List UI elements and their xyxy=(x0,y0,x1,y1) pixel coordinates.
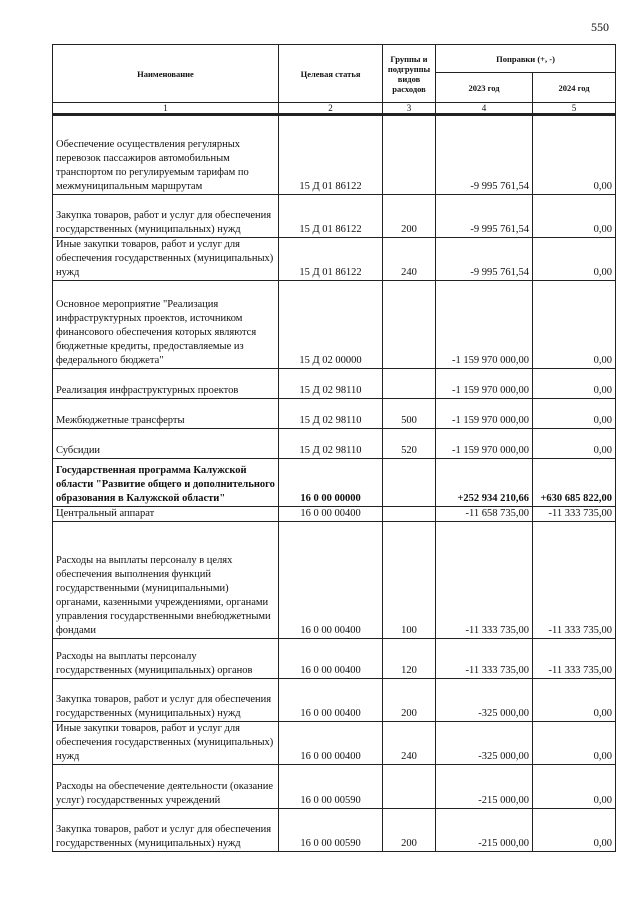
row-target-code: 16 0 00 00400 xyxy=(279,722,383,765)
row-amount-2024: -11 333 735,00 xyxy=(533,522,616,639)
table-row xyxy=(53,281,616,369)
column-number: 1 xyxy=(53,103,279,115)
row-expense-group: 200 xyxy=(383,195,436,238)
row-amount-2024: 0,00 xyxy=(533,765,616,809)
row-expense-group: 500 xyxy=(383,399,436,429)
row-amount-2024: 0,00 xyxy=(533,369,616,399)
row-amount-2024: 0,00 xyxy=(533,809,616,852)
page-number: 550 xyxy=(591,20,609,34)
row-target-code: 15 Д 01 86122 xyxy=(279,238,383,281)
row-target-code: 16 0 00 00400 xyxy=(279,639,383,679)
row-name: Реализация инфраструктурных проектов xyxy=(53,369,279,399)
row-amount-2023: -1 159 970 000,00 xyxy=(436,399,533,429)
row-expense-group: 100 xyxy=(383,522,436,639)
table-row xyxy=(53,369,616,399)
row-target-code: 15 Д 02 98110 xyxy=(279,369,383,399)
column-number: 5 xyxy=(533,103,616,115)
row-amount-2023: -11 333 735,00 xyxy=(436,639,533,679)
row-name: Закупка товаров, работ и услуг для обеспечения государственных (муниципальных) нужд xyxy=(53,195,279,238)
table-row xyxy=(53,507,616,522)
row-name: Межбюджетные трансферты xyxy=(53,399,279,429)
row-expense-group xyxy=(383,369,436,399)
table-body xyxy=(53,115,616,852)
table-row xyxy=(53,522,616,639)
row-expense-group xyxy=(383,459,436,507)
row-expense-group: 120 xyxy=(383,639,436,679)
table-row xyxy=(53,639,616,679)
row-amount-2024: 0,00 xyxy=(533,281,616,369)
row-expense-group: 240 xyxy=(383,238,436,281)
row-expense-group xyxy=(383,765,436,809)
budget-amendments-table xyxy=(52,44,616,852)
row-target-code: 15 Д 02 98110 xyxy=(279,399,383,429)
row-amount-2023: -1 159 970 000,00 xyxy=(436,369,533,399)
row-name: Расходы на выплаты персоналу в целях обеспечения выполнения функций государственными (муниципальными) органами, казенными учреждениями, органами управления государственными внебюджетными фондами xyxy=(53,522,279,639)
row-target-code: 15 Д 01 86122 xyxy=(279,115,383,195)
row-name: Расходы на обеспечение деятельности (оказание услуг) государственных учреждений xyxy=(53,765,279,809)
table-row xyxy=(53,722,616,765)
header-name: Наименование xyxy=(53,45,279,103)
header-year-2024: 2024 год xyxy=(533,73,616,103)
row-expense-group: 200 xyxy=(383,809,436,852)
row-amount-2023: +252 934 210,66 xyxy=(436,459,533,507)
row-expense-group xyxy=(383,281,436,369)
row-amount-2023: -215 000,00 xyxy=(436,765,533,809)
table-row xyxy=(53,459,616,507)
column-number: 2 xyxy=(279,103,383,115)
row-expense-group: 520 xyxy=(383,429,436,459)
row-amount-2023: -325 000,00 xyxy=(436,722,533,765)
row-name: Основное мероприятие "Реализация инфраструктурных проектов, источником финансового обеспечения которых являются бюджетные кредиты, предоставляемые из федерального бюджета" xyxy=(53,281,279,369)
row-amount-2024: 0,00 xyxy=(533,238,616,281)
row-target-code: 16 0 00 00400 xyxy=(279,522,383,639)
column-number: 4 xyxy=(436,103,533,115)
row-expense-group xyxy=(383,115,436,195)
row-amount-2024: 0,00 xyxy=(533,679,616,722)
row-amount-2024: 0,00 xyxy=(533,399,616,429)
table-row xyxy=(53,765,616,809)
column-number: 3 xyxy=(383,103,436,115)
row-name: Субсидии xyxy=(53,429,279,459)
row-amount-2024: 0,00 xyxy=(533,115,616,195)
row-amount-2023: -9 995 761,54 xyxy=(436,238,533,281)
header-year-2023: 2023 год xyxy=(436,73,533,103)
row-target-code: 16 0 00 00590 xyxy=(279,809,383,852)
row-name: Государственная программа Калужской области "Развитие общего и дополнительного образования в Калужской области" xyxy=(53,459,279,507)
row-target-code: 15 Д 01 86122 xyxy=(279,195,383,238)
table-row xyxy=(53,195,616,238)
header-groups: Группы и подгруппы видов расходов xyxy=(383,45,436,103)
row-name: Иные закупки товаров, работ и услуг для обеспечения государственных (муниципальных) нужд xyxy=(53,722,279,765)
row-target-code: 16 0 00 00590 xyxy=(279,765,383,809)
row-amount-2023: -9 995 761,54 xyxy=(436,195,533,238)
table-row xyxy=(53,115,616,195)
row-amount-2023: -11 658 735,00 xyxy=(436,507,533,522)
row-amount-2023: -1 159 970 000,00 xyxy=(436,429,533,459)
row-amount-2024: -11 333 735,00 xyxy=(533,507,616,522)
row-amount-2024: +630 685 822,00 xyxy=(533,459,616,507)
table-row xyxy=(53,429,616,459)
column-numbers-row xyxy=(53,103,616,115)
row-name: Иные закупки товаров, работ и услуг для обеспечения государственных (муниципальных) нужд xyxy=(53,238,279,281)
row-expense-group xyxy=(383,507,436,522)
row-name: Закупка товаров, работ и услуг для обеспечения государственных (муниципальных) нужд xyxy=(53,809,279,852)
row-amount-2023: -9 995 761,54 xyxy=(436,115,533,195)
row-amount-2024: 0,00 xyxy=(533,429,616,459)
row-amount-2023: -11 333 735,00 xyxy=(436,522,533,639)
row-target-code: 15 Д 02 00000 xyxy=(279,281,383,369)
table-header xyxy=(53,45,616,115)
row-target-code: 16 0 00 00000 xyxy=(279,459,383,507)
table-row xyxy=(53,809,616,852)
row-expense-group: 200 xyxy=(383,679,436,722)
row-target-code: 16 0 00 00400 xyxy=(279,679,383,722)
table-row xyxy=(53,679,616,722)
row-amount-2023: -1 159 970 000,00 xyxy=(436,281,533,369)
header-amendments: Поправки (+, -) xyxy=(436,45,616,73)
row-name: Закупка товаров, работ и услуг для обеспечения государственных (муниципальных) нужд xyxy=(53,679,279,722)
row-amount-2024: -11 333 735,00 xyxy=(533,639,616,679)
row-amount-2023: -215 000,00 xyxy=(436,809,533,852)
row-name: Расходы на выплаты персоналу государственных (муниципальных) органов xyxy=(53,639,279,679)
table-row xyxy=(53,238,616,281)
row-expense-group: 240 xyxy=(383,722,436,765)
row-amount-2023: -325 000,00 xyxy=(436,679,533,722)
row-amount-2024: 0,00 xyxy=(533,195,616,238)
header-target: Целевая статья xyxy=(279,45,383,103)
row-target-code: 16 0 00 00400 xyxy=(279,507,383,522)
row-amount-2024: 0,00 xyxy=(533,722,616,765)
table-row xyxy=(53,399,616,429)
row-name: Обеспечение осуществления регулярных перевозок пассажиров автомобильным транспортом по регулируемым тарифам по межмуниципальным маршрутам xyxy=(53,115,279,195)
row-name: Центральный аппарат xyxy=(53,507,279,522)
row-target-code: 15 Д 02 98110 xyxy=(279,429,383,459)
